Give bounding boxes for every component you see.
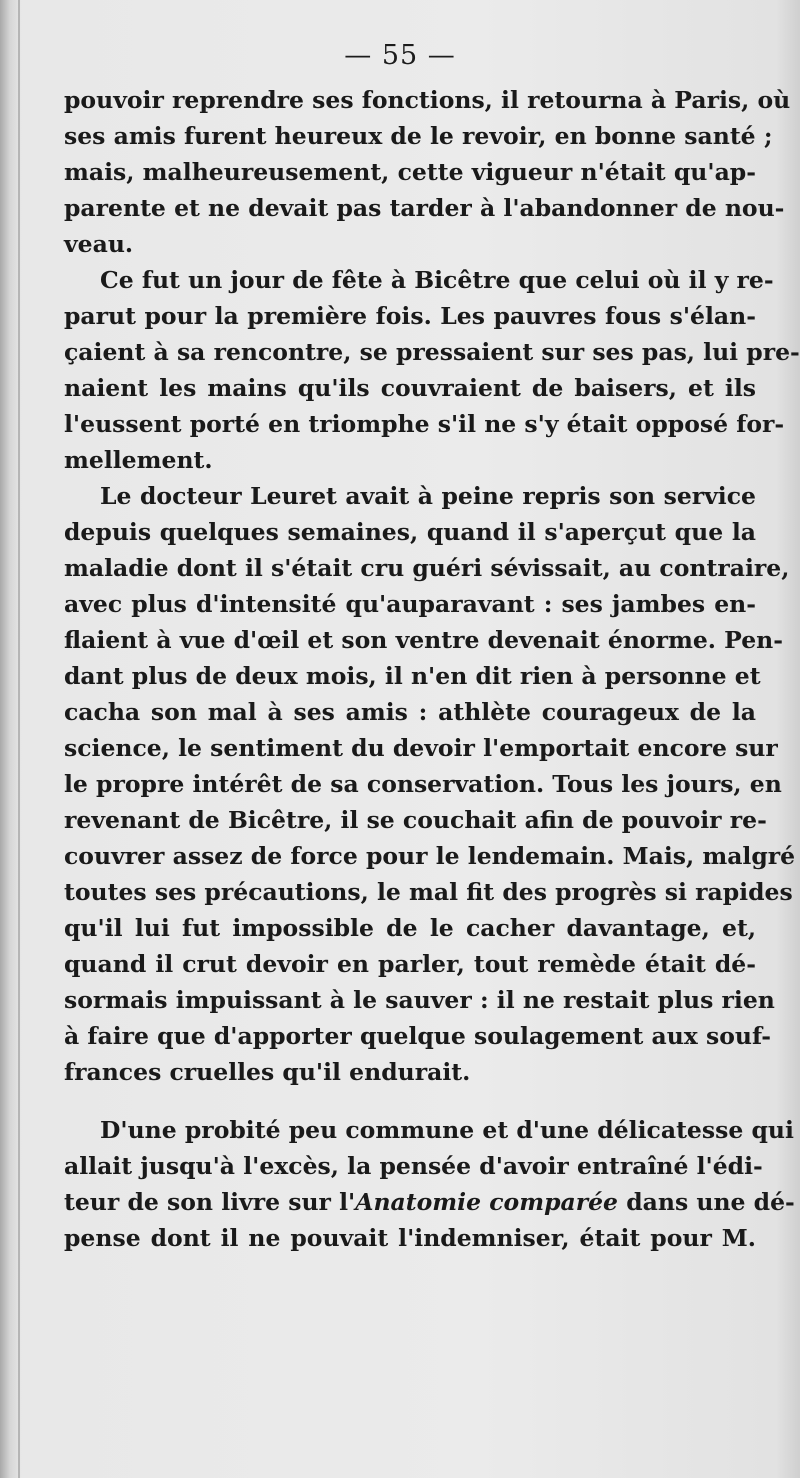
paragraph-2 — [64, 262, 800, 478]
text-line: allait jusqu'à l'excès, la pensée d'avoir entraîné l'édi- — [64, 1152, 763, 1180]
paragraph-4 — [64, 1112, 795, 1256]
text-line: avec plus d'intensité qu'auparavant : ses jambes en- — [64, 590, 756, 618]
text-line: parut pour la première fois. Les pauvres fous s'élan- — [64, 302, 756, 330]
paragraph-3 — [64, 478, 796, 1090]
text-line: le propre intérêt de sa conservation. Tous les jours, en — [64, 770, 782, 798]
text-line: flaient à vue d'œil et son ventre devenait énorme. Pen- — [64, 626, 783, 654]
text-line: toutes ses précautions, le mal fit des progrès si rapides — [64, 878, 793, 906]
text-line: quand il crut devoir en parler, tout remède était dé- — [64, 950, 756, 978]
text-line: maladie dont il s'était cru guéri sévissait, au contraire, — [64, 554, 790, 582]
text-line: science, le sentiment du devoir l'emportait encore sur — [64, 734, 778, 762]
paragraph-1 — [64, 82, 791, 262]
text-segment: dans une dé- — [618, 1188, 795, 1216]
text-line: Ce fut un jour de fête à Bicêtre que celui où il y re- — [100, 266, 774, 294]
text-line: dant plus de deux mois, il n'en dit rien à personne et — [64, 662, 761, 690]
text-line: couvrer assez de force pour le lendemain. Mais, malgré — [64, 842, 796, 870]
text-line: revenant de Bicêtre, il se couchait afin de pouvoir re- — [64, 806, 767, 834]
text-line: à faire que d'apporter quelque soulagement aux souf- — [64, 1022, 772, 1050]
text-line: çaient à sa rencontre, se pressaient sur ses pas, lui pre- — [64, 338, 800, 366]
text-line: Le docteur Leuret avait à peine repris son service — [100, 482, 756, 510]
page-gutter — [18, 0, 20, 1478]
text-line-with-title — [64, 1184, 795, 1220]
page-number: — 55 — — [344, 40, 456, 71]
body-text — [64, 82, 800, 1256]
text-line: frances cruelles qu'il endurait. — [64, 1058, 471, 1086]
text-line: depuis quelques semaines, quand il s'aperçut que la — [64, 518, 756, 546]
text-line: pouvoir reprendre ses fonctions, il retourna à Paris, où — [64, 86, 791, 114]
text-line: naient les mains qu'ils couvraient de baisers, et ils — [64, 374, 756, 402]
text-segment: teur de son livre sur l' — [64, 1188, 356, 1216]
book-title: Anatomie comparée — [355, 1188, 619, 1216]
text-line: pense dont il ne pouvait l'indemniser, était pour M. — [64, 1224, 756, 1252]
text-line: ses amis furent heureux de le revoir, en bonne santé ; — [64, 122, 773, 150]
text-line: qu'il lui fut impossible de le cacher davantage, et, — [64, 914, 756, 942]
text-line: veau. — [64, 230, 134, 258]
text-line: cacha son mal à ses amis : athlète courageux de la — [64, 698, 756, 726]
text-line: mellement. — [64, 446, 213, 474]
text-line: mais, malheureusement, cette vigueur n'était qu'ap- — [64, 158, 756, 186]
paragraph-spacer — [64, 1090, 756, 1112]
text-line: sormais impuissant à le sauver : il ne restait plus rien — [64, 986, 775, 1014]
text-line: l'eussent porté en triomphe s'il ne s'y était opposé for- — [64, 410, 785, 438]
text-line: parente et ne devait pas tarder à l'abandonner de nou- — [64, 194, 785, 222]
text-line: D'une probité peu commune et d'une délicatesse qui — [100, 1116, 794, 1144]
